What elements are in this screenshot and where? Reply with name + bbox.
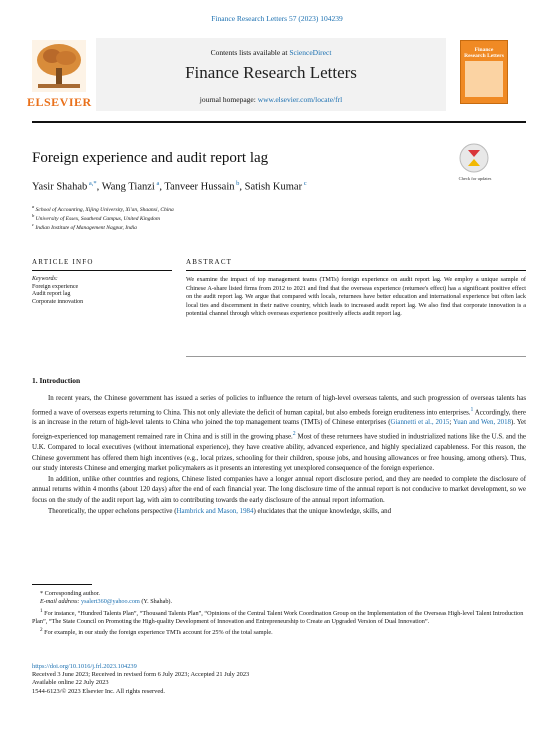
author-name[interactable]: Yasir Shahab <box>32 181 88 193</box>
author-list: Yasir Shahab $^{a,*}$, Wang Tianzi $^a$, Tanveer Hussain $^b$, Satish Kumar $^c$ <box>32 180 307 193</box>
citation-link[interactable]: Hambrick and Mason, 1984 <box>176 507 254 515</box>
corresponding-author-note: * Corresponding author. <box>40 590 100 597</box>
journal-cover-image[interactable] <box>460 40 508 104</box>
keywords-block <box>32 276 83 306</box>
article-info-rule <box>32 270 172 271</box>
author-name[interactable]: Tanveer Hussain <box>164 181 235 193</box>
journal-title: Finance Research Letters <box>185 63 357 82</box>
affiliation: $^c$ Indian Institute of Management Nagpur, India <box>32 222 137 231</box>
copyright: 1544-6123/© 2023 Elsevier Inc. All rights reserved. <box>32 687 165 695</box>
author-name[interactable]: Satish Kumar <box>244 181 303 193</box>
paragraph: Theoretically, the upper echelons perspective (Hambrick and Mason, 1984) elucidates that the unique knowledge, skills, and <box>48 507 392 515</box>
keywords-label: Keywords: <box>32 276 58 282</box>
author-name[interactable]: Wang Tianzi <box>101 181 155 193</box>
abstract-bottom-rule <box>186 356 526 357</box>
paper-title: Foreign experience and audit report lag <box>32 150 269 166</box>
author-sup: c <box>303 180 307 187</box>
abstract-rule <box>186 270 526 271</box>
journal-reference[interactable]: Finance Research Letters 57 (2023) 104239 <box>211 14 343 23</box>
available-online: Available online 22 July 2023 <box>32 679 109 687</box>
affiliation: $^b$ University of Essex, Southend Campus, United Kingdom <box>32 213 161 222</box>
footnote-ref[interactable]: 2 <box>292 431 296 438</box>
cover-title: Finance Research Letters <box>464 47 504 59</box>
footnotes <box>32 590 526 638</box>
sciencedirect-link[interactable]: ScienceDirect <box>289 48 332 57</box>
author-sup: a,* <box>88 180 97 187</box>
email-link[interactable]: ysalert360@yahoo.com <box>81 598 140 606</box>
cover-inner-panel <box>465 61 503 97</box>
introduction-heading: 1. Introduction <box>32 376 81 385</box>
header-rule <box>32 121 526 123</box>
citation-link[interactable]: Yuan and Wen, 2018 <box>453 419 511 427</box>
footnote-2: $^2$ For example, in our study the foreign experience TMTs account for 25% of the total sample. <box>40 627 273 637</box>
contents-prefix: Contents lists available at <box>210 48 290 57</box>
homepage-prefix: journal homepage: <box>199 95 258 104</box>
doi-link[interactable]: https://doi.org/10.1016/j.frl.2023.104239 <box>32 663 137 670</box>
journal-homepage <box>96 95 446 104</box>
elsevier-wordmark: ELSEVIER <box>27 95 92 109</box>
check-for-updates-label: Check for updates <box>458 176 492 181</box>
email-note: E-mail address: ysalert360@yahoo.com (Y. Shahab). <box>40 598 173 606</box>
footnote-1: $^1$ For instance, “Hundred Talents Plan”, “Thousand Talents Plan”, “Opinions of the Central Talent Work Coordination Group on the Implementation of the Overseas High-level Talent Introduction Plan”, “The State Council on Promoting the High-quality Development of Innovation and Entrepreneurship to Create an Upgraded Version of Dual Innovation”. <box>32 607 524 625</box>
check-for-updates-icon[interactable] <box>459 143 489 173</box>
keyword: Audit report lag <box>32 291 71 298</box>
received-dates: Received 3 June 2023; Received in revised form 6 July 2023; Accepted 21 July 2023 <box>32 671 250 679</box>
author-sup: a <box>156 180 160 187</box>
homepage-link[interactable]: www.elsevier.com/locate/frl <box>257 95 343 104</box>
citation-link[interactable]: Giannetti et al., 2015 <box>390 419 450 427</box>
keyword: Corporate innovation <box>32 298 84 305</box>
footnote-ref[interactable]: 1 <box>470 406 474 413</box>
footnote-rule <box>32 584 92 585</box>
paragraph: In recent years, the Chinese government has issued a series of policies to influence the return of high-level overseas talents, and such progression of overseas talents has formed a wave of overseas experts returning to China. This not only alleviate the deficit of human capital, but also embeds foreign eruditeness into enterprises.$^1$ Accordingly, there is an increase in the return of high-level talents to China who joined the top management teams (TMTs) of Chinese enterprises (Giannetti et al., 2015; Yuan and Wen, 2018). Yet foreign-experienced top management remained rare in China and is still in the growing phase.$^2$ Most of these returnees have studied in industrialized nations like the U.S. and the U.K. Compared to local executives (without international experience), they have creative ability, advanced experience, and highly specialized capableness. For this reason, the Chinese government has offered them high incentives (e.g., local prizes, schooling for their children, spouse jobs, and housing allowances or free housing, among others). Thus, our study interests Chinese and emerging market policymakers as it presents an interesting yet unexplored consequence of the foreign experience. <box>32 395 527 473</box>
abstract-text: We examine the impact of top management teams (TMTs) foreign experience on audit report lag. We employ a unique sample of Chinese A-share listed firms from 2012 to 2021 and find that the overseas experience (returnee's effect) has a significant positive effect on the audit report lag. We argue that compared with locals, returnees have better education and international experience but often lack local ties and discernment in their native country, which leads to increased audit report lag. We also find that corporate innovation is a potential channel through which overseas experience positively affects audit report lag. <box>186 276 526 318</box>
introduction-body <box>32 394 526 517</box>
paragraph: In addition, unlike other countries and regions, Chinese listed companies have a longer annual report disclosure period, and they are needed to complete the disclosure of annual returns within 4 months (about 120 days) after the end of each financial year. The long disclosure time of the annual report is not conducive to market development, so we focus on the study of the audit report lag, with aim to contributing towards the early disclosure of the annual report information. <box>32 475 526 504</box>
affiliation: $^a$ School of Accounting, Xijing University, Xi'an, Shaanxi, China <box>32 204 174 213</box>
publication-info <box>32 663 249 696</box>
abstract-heading: ABSTRACT <box>186 258 233 266</box>
author-sup: b <box>236 180 240 187</box>
contents-line <box>96 48 446 57</box>
keyword: Foreign experience <box>32 283 79 290</box>
elsevier-tree-logo-icon <box>32 40 86 92</box>
article-info-heading: ARTICLE INFO <box>32 258 94 266</box>
